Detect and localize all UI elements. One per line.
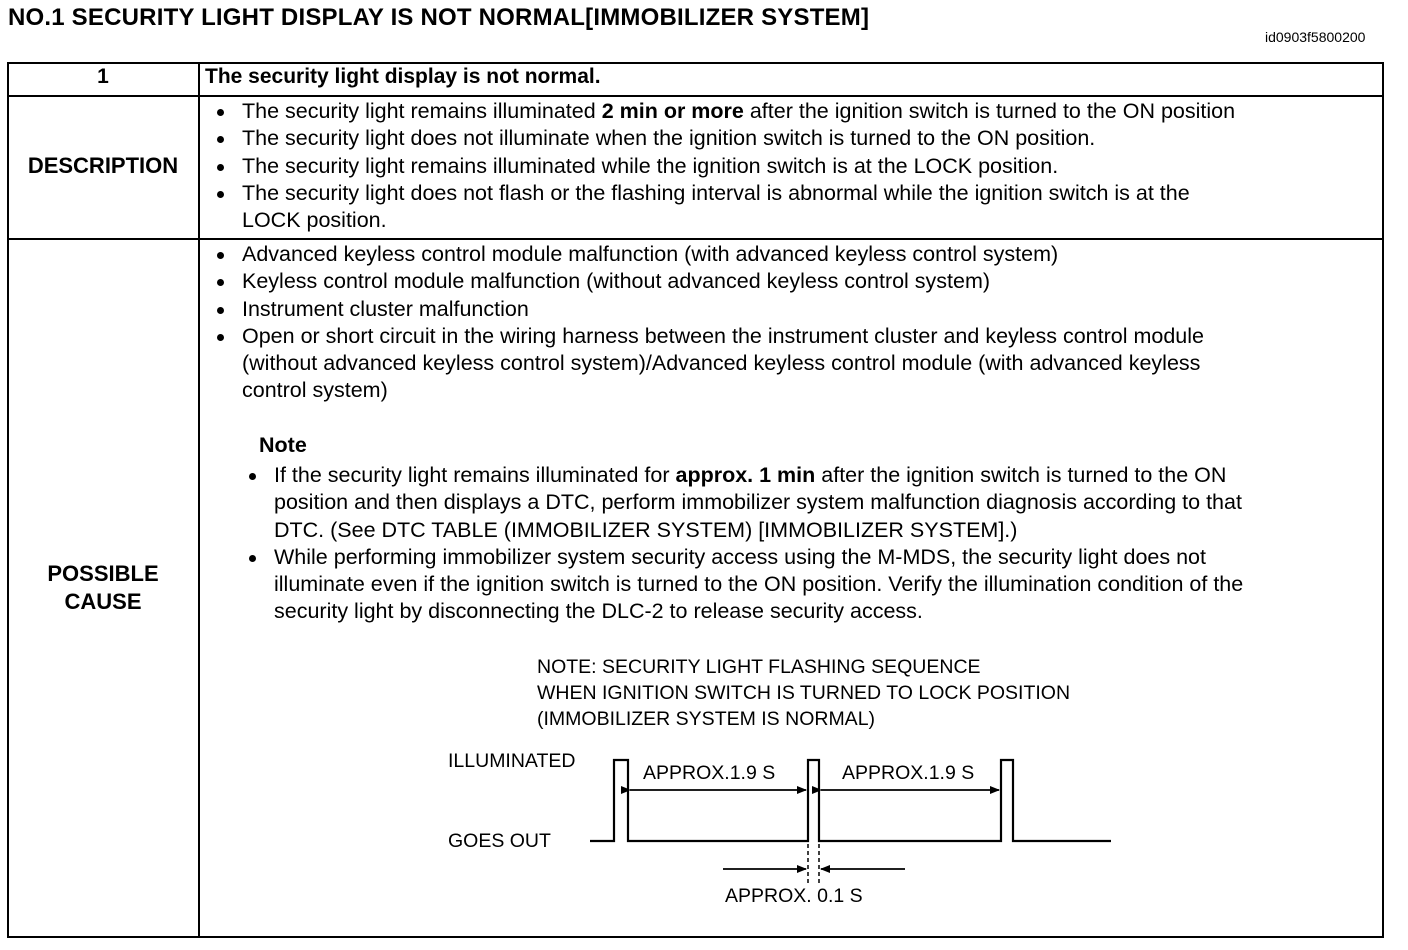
list-item: Advanced keyless control module malfunction (with advanced keyless control system) <box>213 241 1204 268</box>
list-item: If the security light remains illuminated for approx. 1 min after the ignition switch is turned to the ON position and then displays a DTC, perform immobilizer system malfunction diagnosis according to that DTC. (See DTC TABLE (IMMOBILIZER SYSTEM) [IMMOBILIZER SYSTEM].) <box>245 462 1243 544</box>
page-title: NO.1 SECURITY LIGHT DISPLAY IS NOT NORMAL[IMMOBILIZER SYSTEM] <box>8 4 870 31</box>
list-item: The security light does not illuminate when the ignition switch is turned to the ON position. <box>213 125 1235 152</box>
illuminated-label: ILLUMINATED <box>448 750 576 772</box>
waveform-line <box>590 760 1111 841</box>
row-number: 1 <box>97 65 109 88</box>
document-id: id0903f5800200 <box>1265 29 1366 45</box>
list-item: Open or short circuit in the wiring harness between the instrument cluster and keyless control module (without advanced keyless control system)/Advanced keyless control module (with advanced keyless control system) <box>213 323 1204 405</box>
flashing-sequence-waveform <box>7 62 1384 938</box>
description-label: DESCRIPTION <box>27 153 179 178</box>
list-item: While performing immobilizer system security access using the M-MDS, the security light does not illuminate even if the ignition switch is turned to the ON position. Verify the illumination condition of the security light by disconnecting the DLC-2 to release security access. <box>245 544 1243 626</box>
note-heading: Note <box>259 433 307 457</box>
list-item: Keyless control module malfunction (without advanced keyless control system) <box>213 268 1204 295</box>
interval-label-2: APPROX.1.9 S <box>842 762 975 784</box>
goes-out-label: GOES OUT <box>448 830 551 852</box>
list-item: The security light remains illuminated 2 min or more after the ignition switch is turned to the ON position <box>213 98 1235 125</box>
symptom-heading: The security light display is not normal. <box>205 65 601 88</box>
diagram-caption: NOTE: SECURITY LIGHT FLASHING SEQUENCE WHEN IGNITION SWITCH IS TURNED TO LOCK POSITION (IMMOBILIZER SYSTEM IS NORMAL) <box>537 656 1071 730</box>
list-item: The security light remains illuminated while the ignition switch is at the LOCK position. <box>213 153 1235 180</box>
possible-cause-label: POSSIBLE CAUSE <box>47 561 159 614</box>
interval-label-1: APPROX.1.9 S <box>643 762 776 784</box>
pulse-label: APPROX. 0.1 S <box>725 885 863 907</box>
list-item: The security light does not flash or the flashing interval is abnormal while the ignition switch is at the LOCK position. <box>213 180 1235 235</box>
diagnosis-table <box>7 62 1384 938</box>
list-item: Instrument cluster malfunction <box>213 296 1204 323</box>
